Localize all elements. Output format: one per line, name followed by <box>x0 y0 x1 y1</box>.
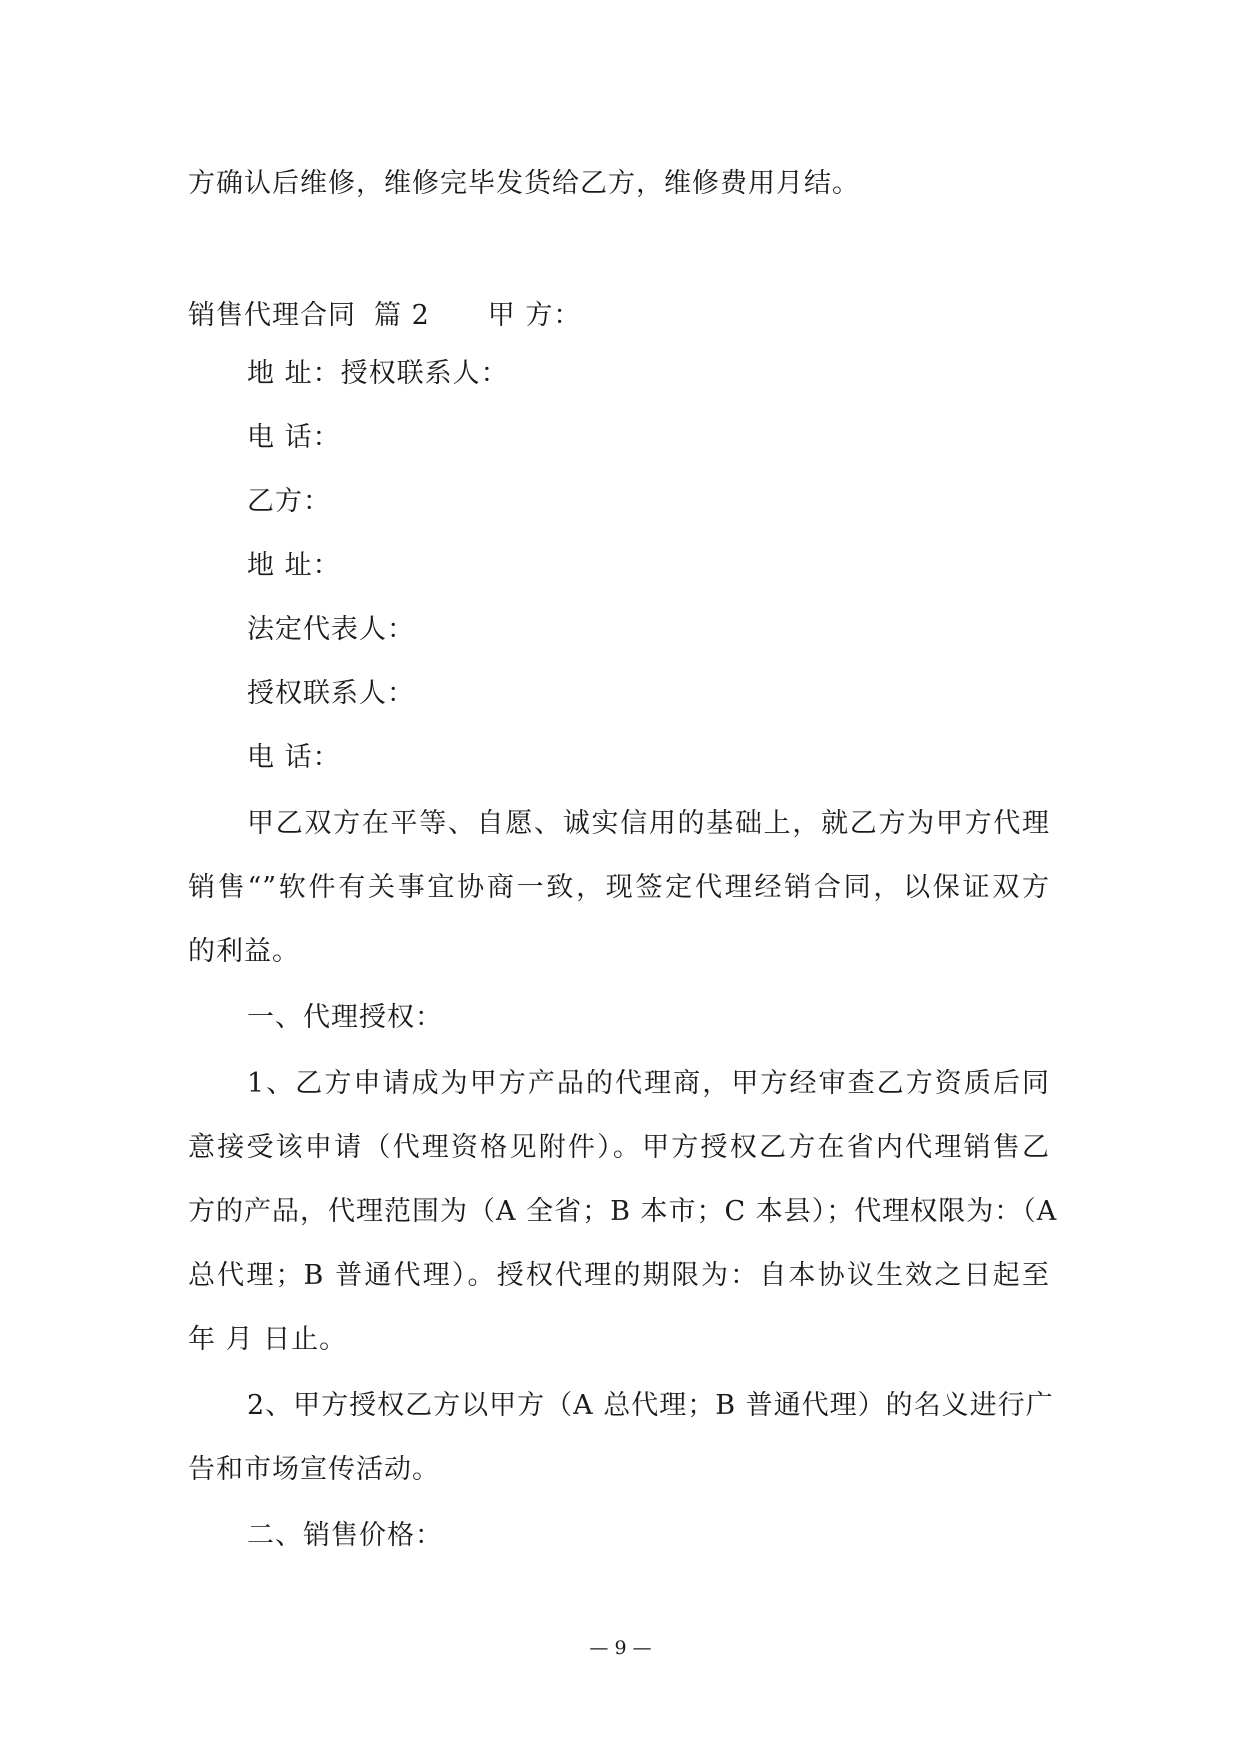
paragraph-line: 销售“”软件有关事宜协商一致，现签定代理经销合同，以保证双方 <box>188 872 1050 903</box>
legal-representative-line: 法定代表人： <box>247 614 415 645</box>
section-heading: 二、销售价格： <box>247 1520 443 1551</box>
paragraph-line: 1、乙方申请成为甲方产品的代理商，甲方经审查乙方资质后同 <box>247 1068 1050 1099</box>
address-contact-line: 地 址：授权联系人： <box>247 358 509 389</box>
paragraph-line: 总代理；B 普通代理）。授权代理的期限为：自本协议生效之日起至 <box>188 1260 1050 1291</box>
section-heading <box>188 298 581 334</box>
paragraph-line: 方的产品，代理范围为（A 全省；B 本市；C 本县）；代理权限为：（A <box>188 1196 1058 1227</box>
page-number: — 9 — <box>589 1637 652 1659</box>
paragraph-line: 2、甲方授权乙方以甲方（A 总代理；B 普通代理）的名义进行广 <box>247 1390 1054 1421</box>
party-b-label: 乙方： <box>247 486 331 517</box>
contract-title: 销售代理合同 <box>188 300 356 331</box>
paragraph-line: 甲乙双方在平等、自愿、诚实信用的基础上，就乙方为甲方代理 <box>247 808 1050 839</box>
paragraph-line: 方确认后维修，维修完毕发货给乙方，维修费用月结。 <box>188 168 860 199</box>
article-number: 篇 2 <box>374 300 430 331</box>
paragraph-line: 年 月 日止。 <box>188 1324 348 1355</box>
paragraph-line: 的利益。 <box>188 936 300 967</box>
phone-line: 电 话： <box>247 422 341 453</box>
paragraph-line: 告和市场宣传活动。 <box>188 1454 440 1485</box>
section-heading: 一、代理授权： <box>247 1002 443 1033</box>
address-line: 地 址： <box>247 550 341 581</box>
authorized-contact-line: 授权联系人： <box>247 678 415 709</box>
phone-line: 电 话： <box>247 742 341 773</box>
paragraph-line: 意接受该申请（代理资格见附件）。甲方授权乙方在省内代理销售乙 <box>188 1132 1050 1163</box>
party-a-label: 甲 方： <box>487 300 582 331</box>
